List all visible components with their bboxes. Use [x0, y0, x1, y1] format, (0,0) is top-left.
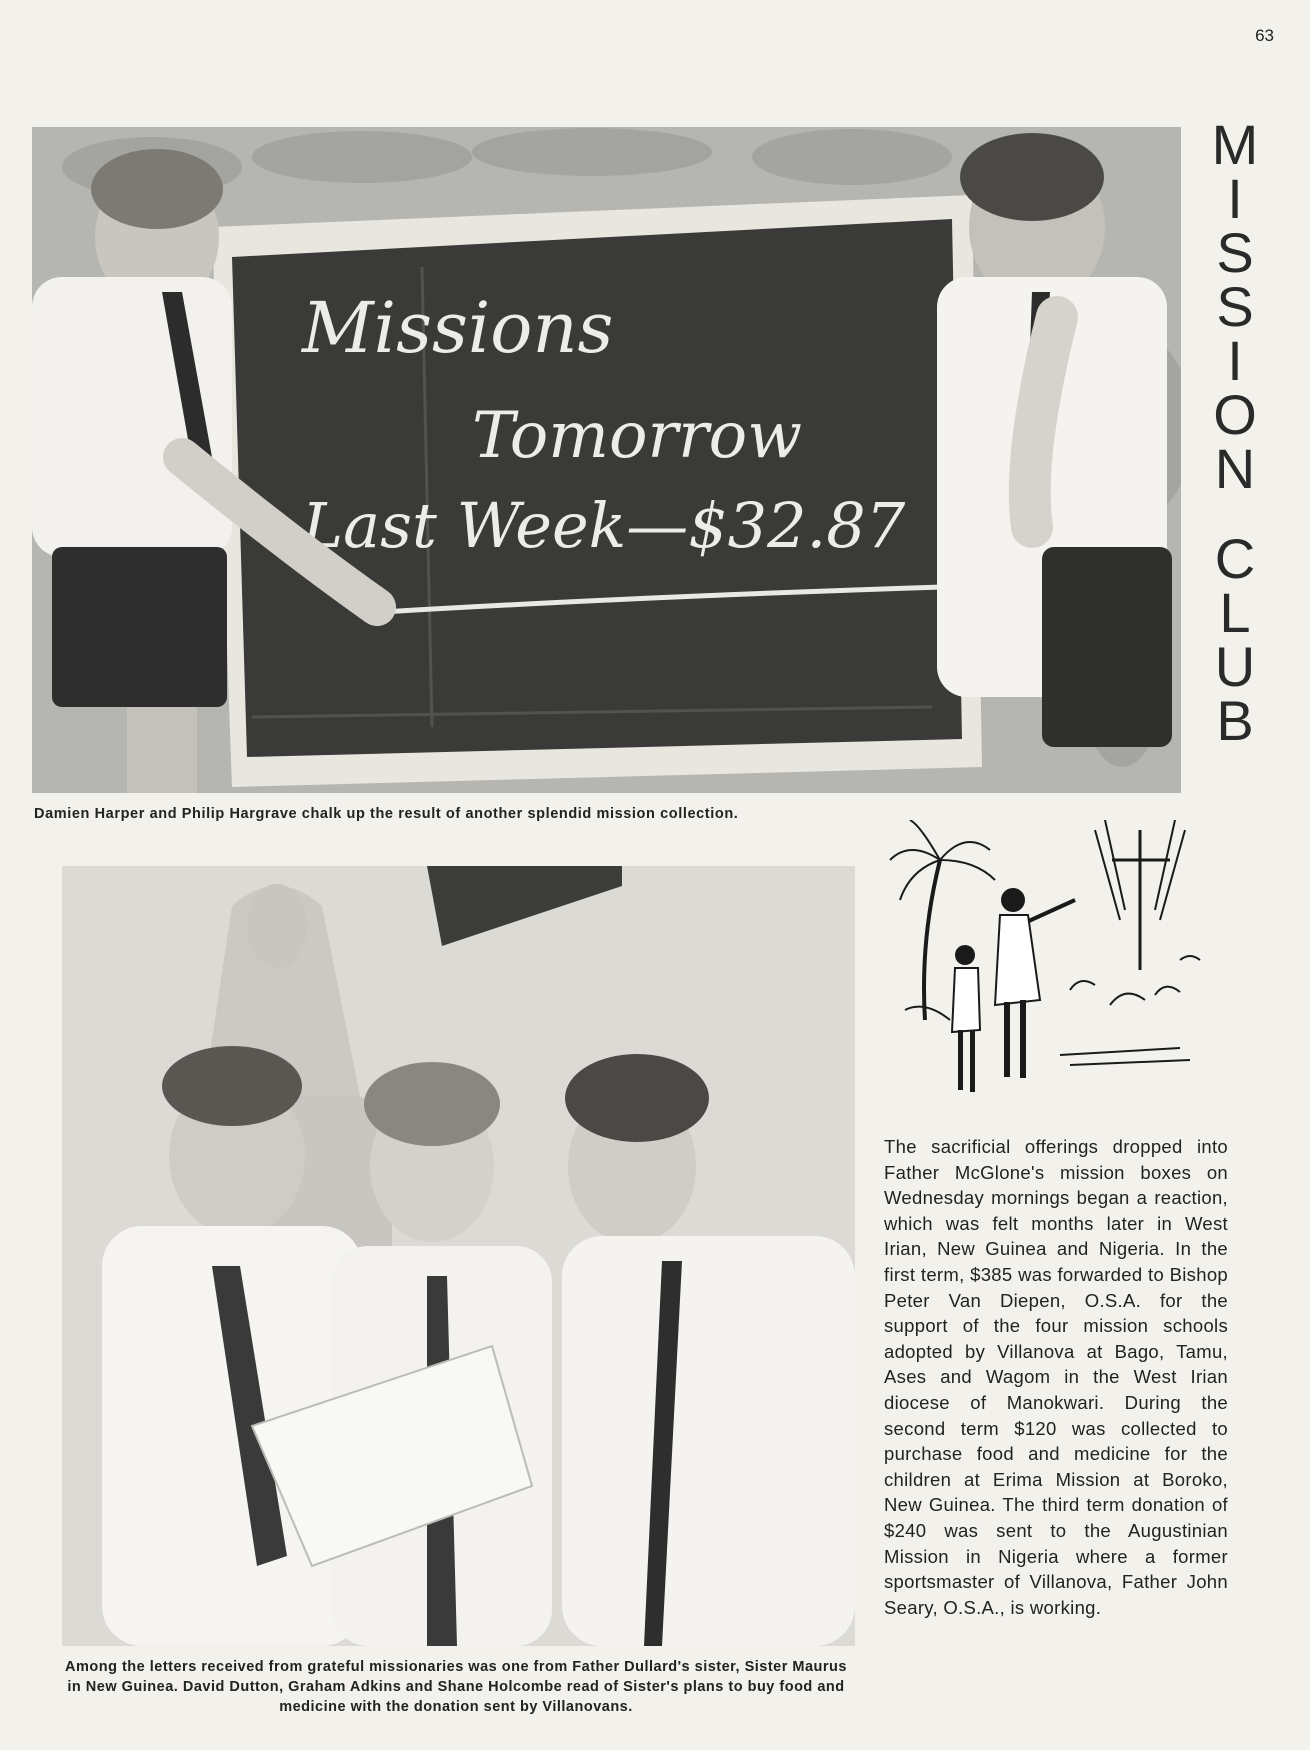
chalkboard-line-1: Missions — [302, 287, 614, 369]
letter-reading-photo — [62, 866, 855, 1646]
caption-top: Damien Harper and Philip Hargrave chalk up the result of another splendid mission collection. — [34, 806, 739, 822]
section-title — [1196, 113, 1274, 752]
chalkboard-photo-image — [32, 127, 1181, 793]
title-letter: I — [1227, 167, 1243, 230]
mission-sketch-illustration — [880, 820, 1210, 1120]
chalkboard-line-3: Last Week—$32.87 — [302, 489, 906, 562]
letter-reading-photo-image — [62, 866, 855, 1646]
title-letter: S — [1216, 221, 1254, 284]
title-letter: B — [1216, 689, 1254, 752]
title-letter: M — [1211, 113, 1259, 176]
title-letter: L — [1219, 581, 1251, 644]
mission-sketch-drawing — [880, 820, 1210, 1120]
title-letter: N — [1214, 437, 1256, 500]
title-letter: O — [1213, 383, 1257, 446]
title-letter: C — [1214, 527, 1256, 590]
title-letter: I — [1227, 329, 1243, 392]
chalkboard-photo — [32, 127, 1181, 793]
title-letter: S — [1216, 275, 1254, 338]
caption-bottom: Among the letters received from grateful missionaries was one from Father Dullard's sister, Sister Maurus in New Guinea. David Dutton, Graham Adkins and Shane Holcombe read of Sister's plans to buy food and medicine with the donation sent by Villanovans. — [65, 1659, 847, 1715]
chalkboard-line-2: Tomorrow — [472, 399, 802, 473]
title-letter: U — [1214, 635, 1256, 698]
article-body-text: The sacrificial offerings dropped into Father McGlone's mission boxes on Wednesday mornings began a reaction, which was felt months later in West Irian, New Guinea and Nigeria. In the first term, $385 was forwarded to Bishop Peter Van Diepen, O.S.A. for the support of the four mission schools adopted by Villanova at Bago, Tamu, Ases and Wagom in the West Irian diocese of Manokwari. During the second term $120 was collected to purchase food and medicine for the children at Erima Mission at Boroko, New Guinea. The third term donation of $240 was sent to the Augustinian Mission in Nigeria where a former sportsmaster of Villanova, Father John Seary, O.S.A., is working. — [884, 1136, 1228, 1618]
page-number: 63 — [1255, 26, 1274, 45]
